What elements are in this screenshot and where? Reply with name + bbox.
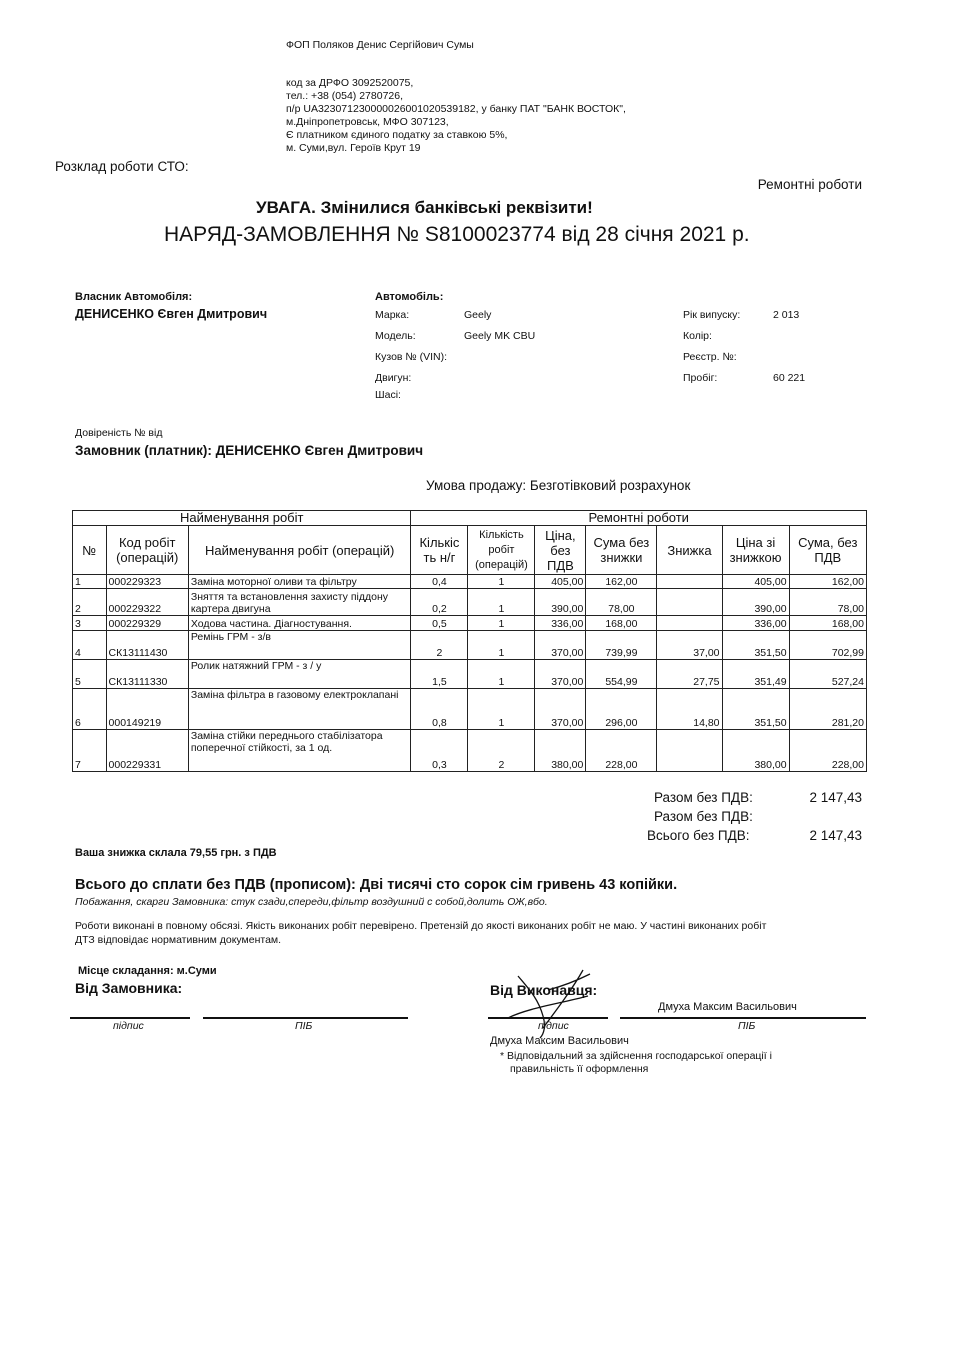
row-code: СК13111430: [106, 631, 188, 660]
row-code: 000229329: [106, 616, 188, 631]
sign-caption: підпис: [113, 1020, 144, 1032]
row-sum: 228,00: [586, 730, 657, 772]
mileage-value: 60 221: [773, 372, 806, 384]
row-hours: 0,3: [411, 730, 468, 772]
row-code: 000229322: [106, 589, 188, 616]
row-discounted-price: 405,00: [722, 575, 789, 589]
row-hours: 0,2: [411, 589, 468, 616]
row-code: 000229331: [106, 730, 188, 772]
row-discount: [657, 575, 722, 589]
row-sum: 739,99: [586, 631, 657, 660]
page-title: НАРЯД-ЗАМОВЛЕННЯ № S8100023774 від 28 січня 2021 р.: [164, 223, 750, 246]
owner-label: Власник Автомобіля:: [75, 291, 193, 303]
table-row: [73, 575, 867, 589]
contractor-name-2: Дмуха Максим Васильович: [490, 1035, 629, 1047]
chassis-label: Шасі:: [375, 389, 401, 401]
row-name: Ходова частина. Діагностування.: [188, 616, 411, 631]
responsible-note: * Відповідальний за здійснення господарської операції і: [500, 1050, 772, 1062]
contractor-name: Дмуха Максим Васильович: [658, 1001, 797, 1013]
col-header: Кількість робіт (операцій): [468, 526, 535, 575]
row-sum: 168,00: [586, 616, 657, 631]
firm-detail-line: код за ДРФО 3092520075,: [286, 77, 414, 89]
col-header: Код робіт (операцій): [106, 526, 188, 575]
row-discounted-price: 351,50: [722, 689, 789, 730]
row-price: 336,00: [535, 616, 586, 631]
subtotal-value: 2 147,43: [809, 790, 862, 805]
statement-line: ДТЗ відповідає нормативним документам.: [75, 934, 282, 946]
table-row: [73, 589, 867, 616]
col-header: Знижка: [657, 526, 722, 575]
place-label: Місце складання: м.Суми: [78, 965, 217, 977]
row-price: 370,00: [535, 660, 586, 689]
col-header: Ціна, без ПДВ: [535, 526, 586, 575]
row-number: 1: [73, 575, 107, 589]
firm-detail-line: Є платником єдиного податку за ставкою 5%,: [286, 129, 508, 141]
firm-detail-line: м. Суми,вул. Героїв Крут 19: [286, 142, 421, 154]
contractor-pib-line: [620, 1017, 866, 1019]
firm-name: ФОП Поляков Денис Сергійович Сумы: [286, 39, 474, 51]
customer-wishes: Побажання, скарги Замовника: стук сзади,спереди,фільтр воздушний с собой,долить ОЖ,вбо.: [75, 896, 548, 908]
row-price: 380,00: [535, 730, 586, 772]
firm-detail-line: м.Дніпропетровськ, МФО 307123,: [286, 116, 449, 128]
row-code: 000149219: [106, 689, 188, 730]
grand-total-label: Всього без ПДВ:: [647, 828, 750, 843]
row-number: 7: [73, 730, 107, 772]
row-qty: 1: [468, 631, 535, 660]
row-price: 370,00: [535, 631, 586, 660]
table-row: [73, 660, 867, 689]
subtotal2-label: Разом без ПДВ:: [654, 809, 753, 824]
row-sum: 554,99: [586, 660, 657, 689]
table-row: [73, 631, 867, 660]
col-header: Ціна зі знижкою: [722, 526, 789, 575]
year-value: 2 013: [773, 309, 800, 321]
owner-name: ДЕНИСЕНКО Євген Дмитрович: [75, 307, 268, 321]
row-qty: 2: [468, 730, 535, 772]
row-total: 702,99: [789, 631, 866, 660]
row-discounted-price: 380,00: [722, 730, 789, 772]
group-header-right: Ремонтні роботи: [411, 511, 867, 526]
firm-detail-line: п/р UA323071230000026001020539182, у банку ПАТ "БАНК ВОСТОК",: [286, 103, 626, 115]
total-in-words: Всього до сплати без ПДВ (прописом): Дві тисячі сто сорок сім гривень 43 копійки.: [75, 877, 678, 893]
col-header: Найменування робіт (операцій): [188, 526, 411, 575]
works-table: [72, 510, 867, 772]
row-number: 5: [73, 660, 107, 689]
row-total: 78,00: [789, 589, 866, 616]
table-row: [73, 616, 867, 631]
row-code: 000229323: [106, 575, 188, 589]
make-value: Geely: [464, 309, 492, 321]
row-qty: 1: [468, 616, 535, 631]
row-discount: 14,80: [657, 689, 722, 730]
engine-label: Двигун:: [375, 372, 412, 384]
row-name: Зняття та встановлення захисту піддону картера двигуна: [188, 589, 411, 616]
row-number: 2: [73, 589, 107, 616]
table-row: [73, 689, 867, 730]
customer-pib-line: [203, 1017, 408, 1019]
warning-text: УВАГА. Змінилися банківські реквізити!: [256, 198, 593, 217]
row-sum: 296,00: [586, 689, 657, 730]
row-total: 527,24: [789, 660, 866, 689]
row-qty: 1: [468, 575, 535, 589]
row-number: 4: [73, 631, 107, 660]
row-name: Ремінь ГРМ - з/в: [188, 631, 411, 660]
row-sum: 162,00: [586, 575, 657, 589]
color-label: Колір:: [683, 330, 712, 342]
row-hours: 2: [411, 631, 468, 660]
year-label: Рік випуску:: [683, 309, 741, 321]
customer-signature-line: [70, 1017, 190, 1019]
car-label: Автомобіль:: [375, 291, 444, 303]
row-total: 228,00: [789, 730, 866, 772]
schedule-label: Розклад роботи СТО:: [55, 159, 189, 174]
make-label: Марка:: [375, 309, 410, 321]
reg-label: Реєстр. №:: [683, 351, 737, 363]
row-price: 405,00: [535, 575, 586, 589]
statement-line: Роботи виконані в повному обсязі. Якість виконаних робіт перевірено. Претензій до якості виконаних робіт не маю. У частині виконаних робіт: [75, 920, 767, 932]
doc-type: Ремонтні роботи: [757, 177, 862, 192]
group-header-left: Найменування робіт: [73, 511, 411, 526]
row-discount: 27,75: [657, 660, 722, 689]
row-name: Заміна фільтра в газовому електроклапані: [188, 689, 411, 730]
sale-terms: Умова продажу: Безготівковий розрахунок: [426, 478, 691, 493]
discount-note: Ваша знижка склала 79,55 грн. з ПДВ: [75, 847, 277, 859]
row-discounted-price: 390,00: [722, 589, 789, 616]
col-header: №: [73, 526, 107, 575]
row-qty: 1: [468, 660, 535, 689]
model-value: Geely MK CBU: [464, 330, 536, 342]
row-total: 168,00: [789, 616, 866, 631]
subtotal-label: Разом без ПДВ:: [654, 790, 753, 805]
responsible-note: правильність її оформлення: [510, 1063, 649, 1075]
model-label: Модель:: [375, 330, 416, 342]
vin-label: Кузов № (VIN):: [375, 351, 447, 363]
row-discounted-price: 351,49: [722, 660, 789, 689]
row-number: 3: [73, 616, 107, 631]
mileage-label: Пробіг:: [683, 372, 718, 384]
row-total: 162,00: [789, 575, 866, 589]
row-sum: 78,00: [586, 589, 657, 616]
row-discounted-price: 351,50: [722, 631, 789, 660]
row-number: 6: [73, 689, 107, 730]
sign-caption: підпис: [538, 1020, 569, 1032]
row-price: 370,00: [535, 689, 586, 730]
table-row: [73, 730, 867, 772]
row-qty: 1: [468, 589, 535, 616]
pib-caption: ПІБ: [295, 1020, 313, 1032]
from-customer-label: Від Замовника:: [75, 980, 183, 996]
row-name: Ролик натяжний ГРМ - з / у: [188, 660, 411, 689]
col-header: Сума без знижки: [586, 526, 657, 575]
pib-caption: ПІБ: [738, 1020, 756, 1032]
row-hours: 0,8: [411, 689, 468, 730]
row-qty: 1: [468, 689, 535, 730]
row-discount: [657, 616, 722, 631]
row-name: Заміна моторної оливи та фільтру: [188, 575, 411, 589]
payer-line: Замовник (платник): ДЕНИСЕНКО Євген Дмитрович: [75, 443, 424, 458]
col-header: Сума, без ПДВ: [789, 526, 866, 575]
firm-details: [286, 77, 626, 155]
firm-detail-line: тел.: +38 (054) 2780726,: [286, 90, 404, 102]
row-hours: 1,5: [411, 660, 468, 689]
row-name: Заміна стійки переднього стабілізатора поперечної стійкості, за 1 од.: [188, 730, 411, 772]
row-discounted-price: 336,00: [722, 616, 789, 631]
row-price: 390,00: [535, 589, 586, 616]
proxy-label: Довіреність № від: [75, 427, 163, 439]
row-hours: 0,4: [411, 575, 468, 589]
row-hours: 0,5: [411, 616, 468, 631]
grand-total-value: 2 147,43: [809, 828, 862, 843]
col-header: Кількіс ть н/г: [411, 526, 468, 575]
from-contractor-label: Від Виконавця:: [490, 982, 598, 998]
row-discount: [657, 589, 722, 616]
row-code: СК13111330: [106, 660, 188, 689]
row-discount: [657, 730, 722, 772]
row-discount: 37,00: [657, 631, 722, 660]
row-total: 281,20: [789, 689, 866, 730]
